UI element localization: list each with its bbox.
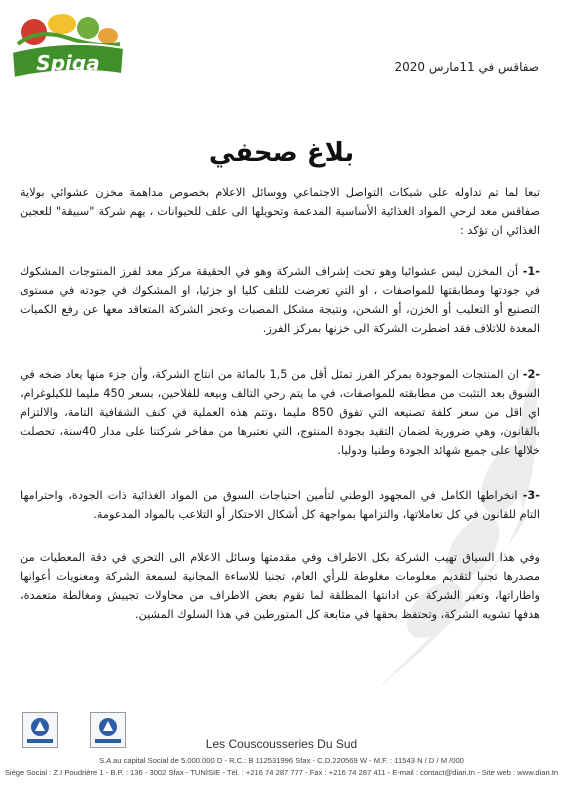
point-number: -2- [522,368,541,381]
point-text: انخراطها الكامل في المجهود الوطني لتأمين احتياجات السوق من المواد الغذائية ذات الجودة، واحترامها التام للقانون في كل تعاملاتها، والتزامها بمواجهة كل أشكال الاحتكار أو التلاعب بالمواد المدعومة. [20,489,540,521]
legal-line: S.A au capital Social de 5.000.000 D - R.C.: B 112531996 Sfax - C.D.220569 W - M.F. : 11543 N / D / M /000 [99,756,464,765]
point-3 [20,486,540,524]
point-text: أن المخزن ليس عشوائيا وهو تحت إشراف الشركة وهو في الحقيقة مركز معد لفرز المنتوجات المشكوك في جودتها ومطابقتها للمواصفات ، او التي تعرضت للتلف كليا او جزئيا، او المشكوك في جودته في مستوى التصنيع أو التعليب أو الخزن، أو الشحن، ونتيجة مشكل المصبات وعجز الشركة المتعاقد معها عن رفع الكميات المعدة للاتلاف فقد اضطرت الشركة الى خزنها بمركز الفرز. [20,265,540,335]
point-2 [20,365,540,460]
closing-paragraph [20,548,540,624]
document-date: صفاقس في 11مارس 2020 [394,60,539,74]
grain-icon [98,28,118,44]
point-number: -1- [522,265,540,278]
intro-paragraph [20,183,540,240]
contact-line: Siège Social : Z.I Poudrière 1 - B.P. : 136 - 3002 Sfax - TUNISIE - Tél. : +216 74 287 777 - Fax : +216 74 287 411 - E-mail : contact@diari.tn - Site web : www.diari.tn [4,768,559,777]
point-text: ان المنتجات الموجودة بمركز الفرز تمثل أقل من 1,5 بالمائة من انتاج الشركة، وأن جزء منها يعاد ضخه في السوق بعد التثبت من مطابقته للمواصفات، في ما يتم رحي التالف وبيعه للفلاحين، بسعر 450 مليما للكيلوغرام، اي اقل من سعر كلفة تصنيعه التي تفوق 850 مليما ،وتتم هذه العملية في كنف الشفافية التامة، والالتزام بالقانون، وهي ضرورية لضمان التقيد بجودة المنتوج، التي نعتبرها من مفاخر شركتنا على مدار 40سنة، تحصلت خلالها على جميع شهائد الجودة وطنيا ودوليا. [20,368,540,457]
company-name: Les Couscousseries Du Sud [205,737,358,751]
pasta-icon [48,14,76,34]
herb-icon [77,17,99,39]
document-title: بلاغ صحفي [208,138,355,168]
point-number: -3- [522,489,540,502]
spiga-logo [8,8,128,86]
intro-text: تبعا لما تم تداوله على شبكات التواصل الاجتماعي ووسائل الاعلام بخصوص مداهمة مخزن عشوائي بولاية صفاقس معد لرحي المواد الغذائية الأساسية المدعمة وتحويلها الى علف للحيوانات ، يهم شركة "سبيقة" للعجين الغذائي ان تؤكد : [20,186,540,237]
closing-text: وفي هذا السياق تهيب الشركة بكل الاطراف وفي مقدمتها وسائل الاعلام الى التحري في دقة المعطيات من مصدرها تجنبا لتقديم معلومات مغلوطة للرأي العام، تجنبا للاساءة المجانية لسمعة الشركة ومعنويات أعوانها واطاراتها، وتعبر الشركة عن ادانتها المطلقة لما تقوم بعض الاطراف من محاولات تجييش ومغالطة متعمدة، هدفها تشويه الشركة، وتحتفظ بحقها في متابعة كل المتورطين في هذا السلوك المشين. [20,551,540,621]
point-1 [20,262,540,338]
logo-wordmark: Spiga [36,51,100,75]
